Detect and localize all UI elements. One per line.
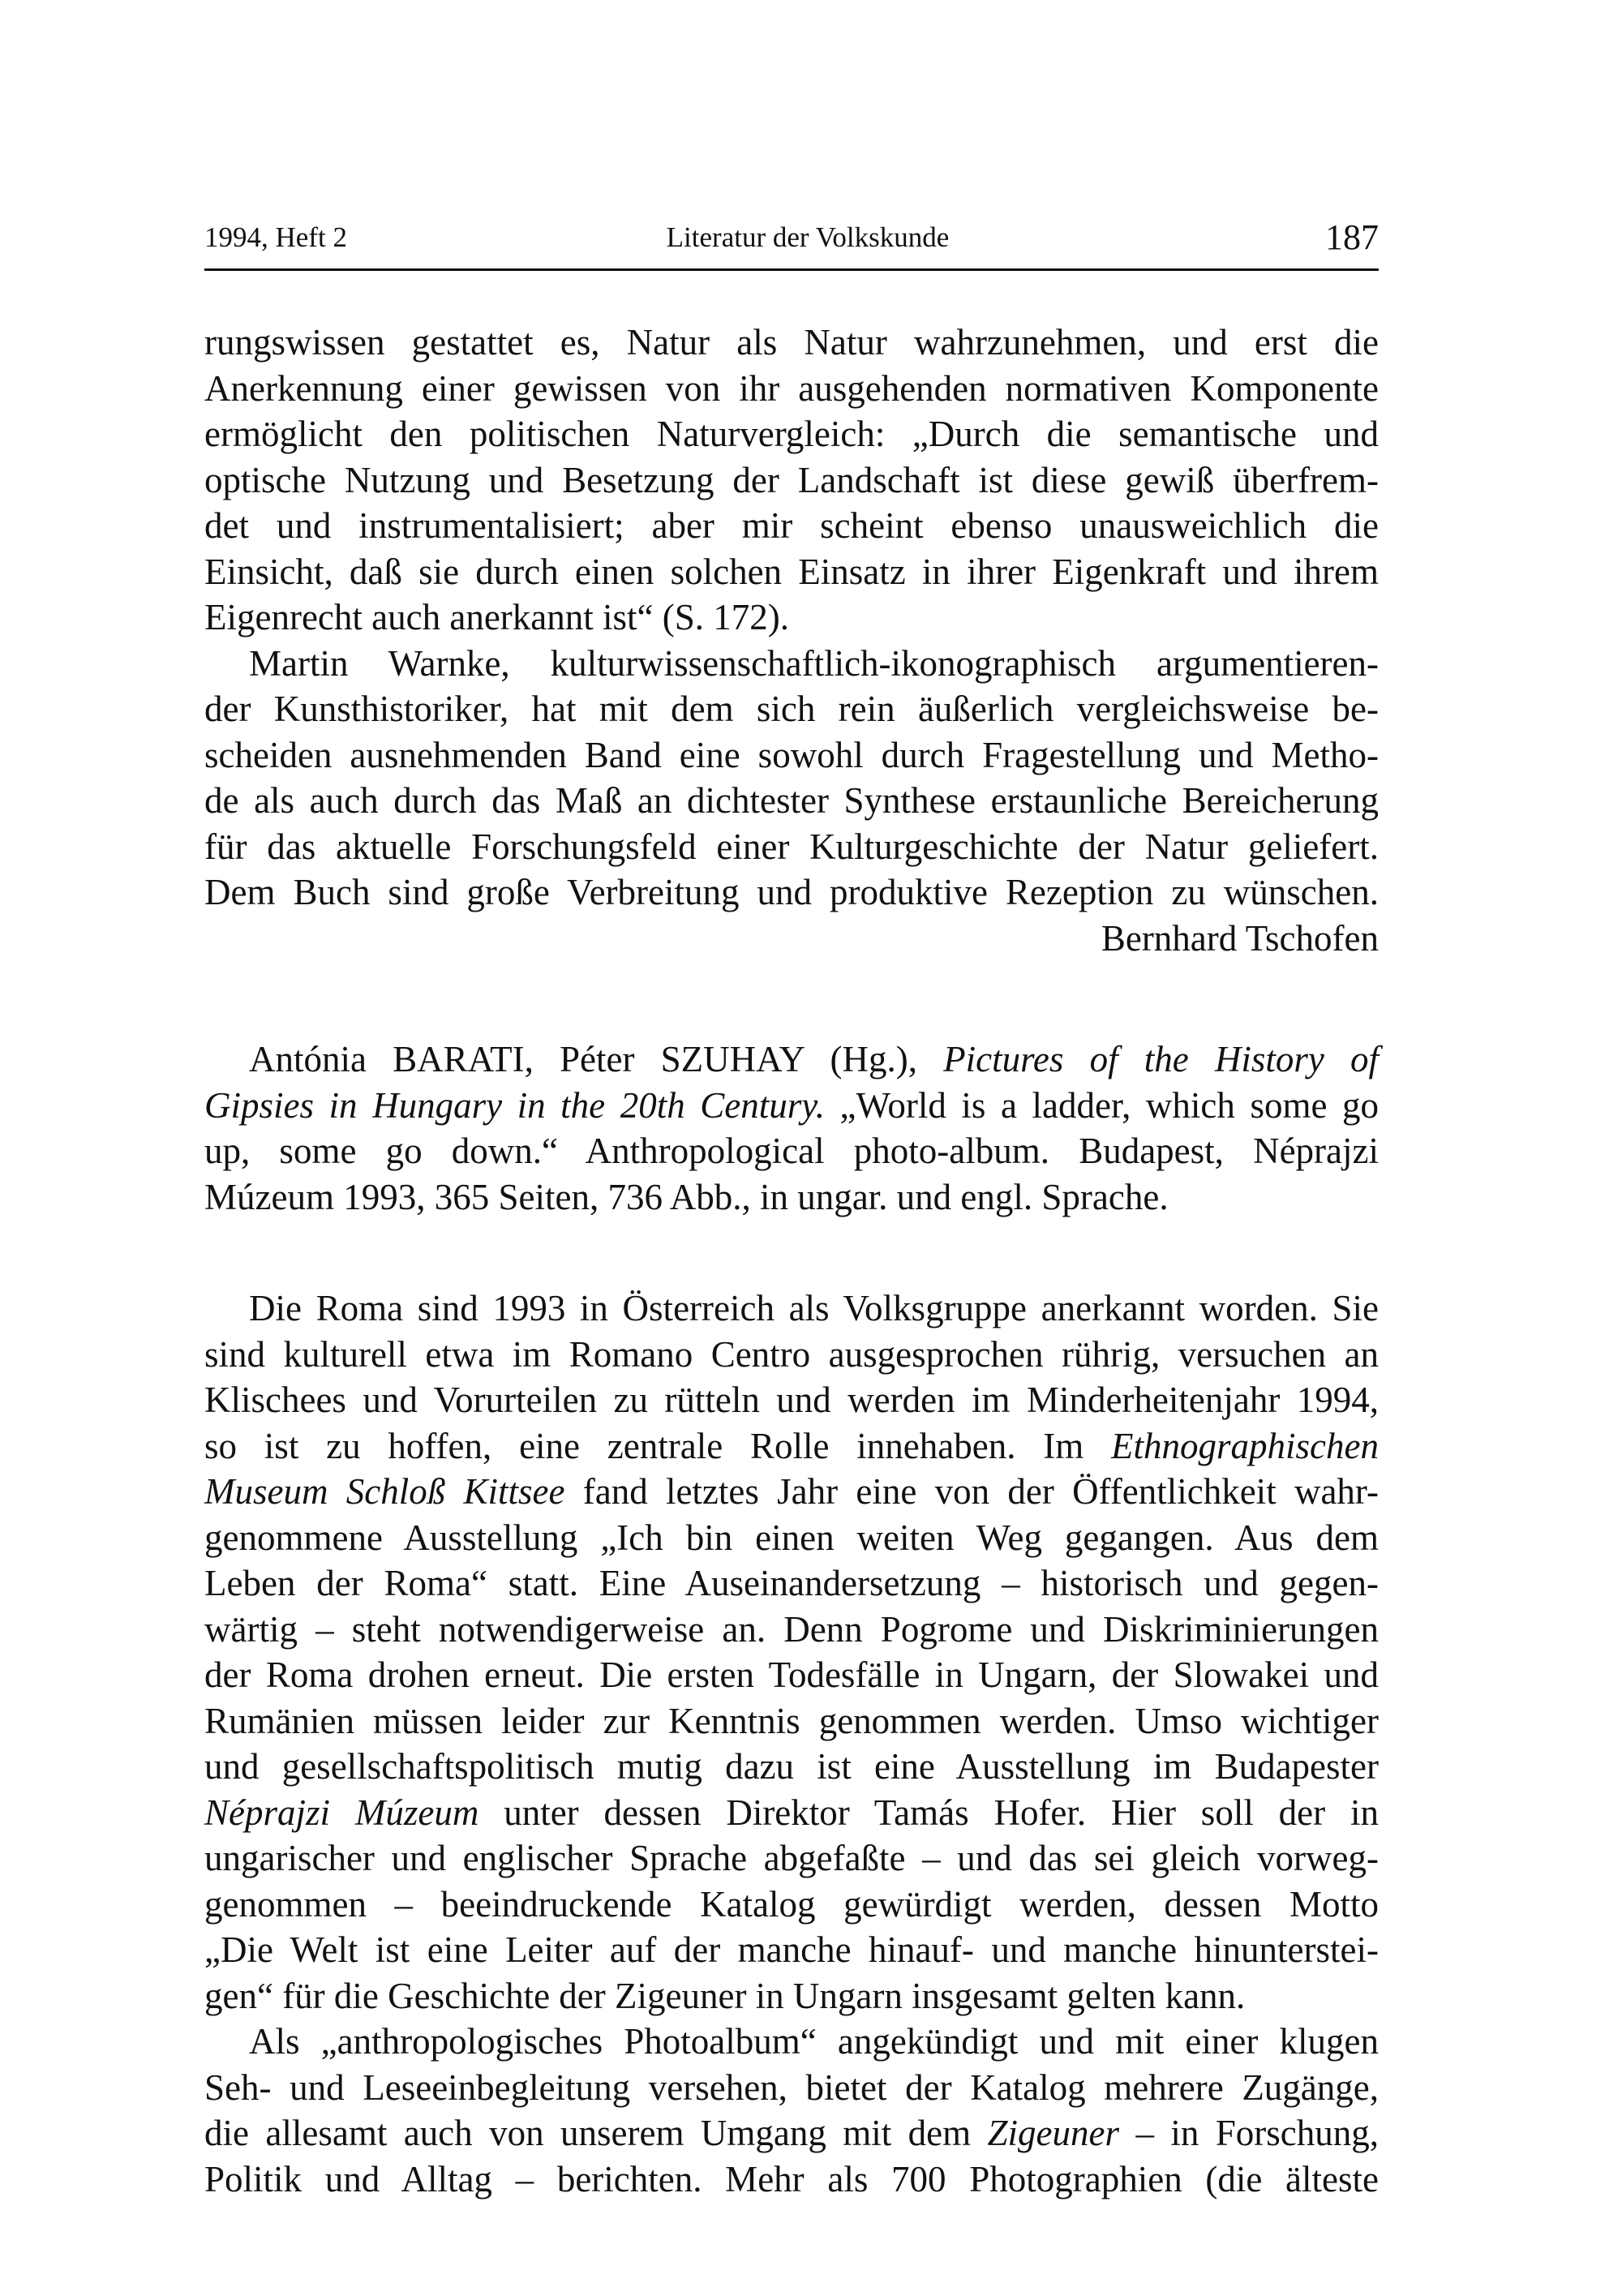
text-line: Als „anthropologisches Photoalbum“ angekündigt und mit einer klugen xyxy=(249,2021,1379,2062)
museum-name: Museum Schloß Kittsee xyxy=(204,1471,565,1512)
text-line: Eigenrecht auch anerkannt ist“ (S. 172). xyxy=(204,597,789,637)
text-line: genommene Ausstellung „Ich bin einen weiten Weg gegangen. Aus dem xyxy=(204,1517,1379,1558)
journal-issue: 1994, Heft 2 xyxy=(204,221,347,253)
book-title: Pictures of the History of xyxy=(943,1039,1379,1079)
running-header xyxy=(204,217,1379,258)
text-line: Museum Schloß Kittsee fand letztes Jahr eine von der Öffentlichkeit wahr- xyxy=(204,1471,1379,1512)
header-rule xyxy=(204,268,1379,271)
text-line: det und instrumentalisiert; aber mir scheint ebenso unausweichlich die xyxy=(204,505,1379,546)
text-line: Klischees und Vorurteilen zu rütteln und werden im Minderheitenjahr 1994, xyxy=(204,1380,1379,1420)
text-line: rungswissen gestattet es, Natur als Natur wahrzunehmen, und erst die xyxy=(204,322,1379,363)
text-line: sind kulturell etwa im Romano Centro ausgesprochen rührig, versuchen an xyxy=(204,1333,1379,1375)
page-number: 187 xyxy=(1325,217,1379,257)
citation-line: Múzeum 1993, 365 Seiten, 736 Abb., in ungar. und engl. Sprache. xyxy=(204,1176,1169,1217)
text-line: Anerkennung einer gewissen von ihr ausgehenden normativen Komponente xyxy=(204,367,1379,409)
text-line: „Die Welt ist eine Leiter auf der manche hinauf- und manche hinunterstei- xyxy=(204,1929,1379,1970)
review-citation xyxy=(204,1036,1379,1220)
text-line: de als auch durch das Maß an dichtester Synthese erstaunliche Bereicherung xyxy=(204,780,1379,821)
text-line: gen“ für die Geschichte der Zigeuner in Ungarn insgesamt gelten kann. xyxy=(204,1975,1246,2016)
text-line: die allesamt auch von unserem Umgang mit dem Zigeuner – in Forschung, xyxy=(204,2113,1380,2153)
text-line: genommen – beeindruckende Katalog gewürdigt werden, dessen Motto xyxy=(204,1883,1379,1925)
text-line: Néprajzi Múzeum unter dessen Direktor Tamás Hofer. Hier soll der in xyxy=(204,1792,1379,1833)
book-title: Gipsies in Hungary in the 20th Century. xyxy=(204,1084,825,1126)
text-line: Einsicht, daß sie durch einen solchen Einsatz in ihrer Eigenkraft und ihrem xyxy=(204,551,1379,592)
review-body xyxy=(204,1285,1379,2202)
emphasized-term: Zigeuner xyxy=(987,2113,1120,2153)
text-line: der Roma drohen erneut. Die ersten Todesfälle in Ungarn, der Slowakei und xyxy=(204,1654,1379,1695)
reviewer-signature: Bernhard Tschofen xyxy=(1101,917,1379,959)
text-line: ungarischer und englischer Sprache abgefaßte – und das sei gleich vorweg- xyxy=(204,1838,1379,1878)
text-line: Martin Warnke, kulturwissenschaftlich-ikonographisch argumentieren- xyxy=(249,642,1379,684)
museum-name: Ethnographischen xyxy=(1111,1425,1379,1466)
citation-line xyxy=(204,1036,1379,1083)
text-line: ermöglicht den politischen Naturvergleich: „Durch die semantische und xyxy=(204,414,1379,454)
text-line: und gesellschaftspolitisch mutig dazu ist eine Ausstellung im Budapester xyxy=(204,1746,1379,1787)
citation-authors: Antónia BARATI, Péter SZUHAY (Hg.), xyxy=(249,1039,944,1079)
text-line: so ist zu hoffen, eine zentrale Rolle innehaben. Im Ethnographischen xyxy=(204,1425,1379,1466)
text-line: Seh- und Leseeinbegleitung versehen, bietet der Katalog mehrere Zugänge, xyxy=(204,2066,1379,2108)
citation-line: Gipsies in Hungary in the 20th Century. „World is a ladder, which some go xyxy=(204,1084,1379,1126)
review-continuation xyxy=(204,320,1379,961)
text-line: Die Roma sind 1993 in Österreich als Volksgruppe anerkannt worden. Sie xyxy=(249,1288,1379,1328)
text-line: für das aktuelle Forschungsfeld einer Kulturgeschichte der Natur geliefert. xyxy=(204,826,1379,867)
text-line: wärtig – steht notwendigerweise an. Denn Pogrome und Diskriminierungen xyxy=(204,1608,1379,1650)
text-line: Rumänien müssen leider zur Kenntnis genommen werden. Umso wichtiger xyxy=(204,1700,1379,1741)
text-line: Politik und Alltag – berichten. Mehr als 700 Photographien (die älteste xyxy=(204,2158,1379,2199)
text-line: der Kunsthistoriker, hat mit dem sich rein äußerlich vergleichsweise be- xyxy=(204,689,1379,729)
journal-section-title: Literatur der Volkskunde xyxy=(666,221,950,253)
citation-line: up, some go down.“ Anthropological photo-album. Budapest, Néprajzi xyxy=(204,1131,1379,1171)
museum-name: Néprajzi Múzeum xyxy=(204,1792,479,1833)
text-line: optische Nutzung und Besetzung der Landschaft ist diese gewiß überfrem- xyxy=(204,459,1379,500)
text-line: Dem Buch sind große Verbreitung und produktive Rezeption zu wünschen. xyxy=(204,872,1379,912)
text-line: Leben der Roma“ statt. Eine Auseinandersetzung – historisch und gegen- xyxy=(204,1563,1379,1603)
text-line: scheiden ausnehmenden Band eine sowohl durch Fragestellung und Metho- xyxy=(204,734,1379,775)
